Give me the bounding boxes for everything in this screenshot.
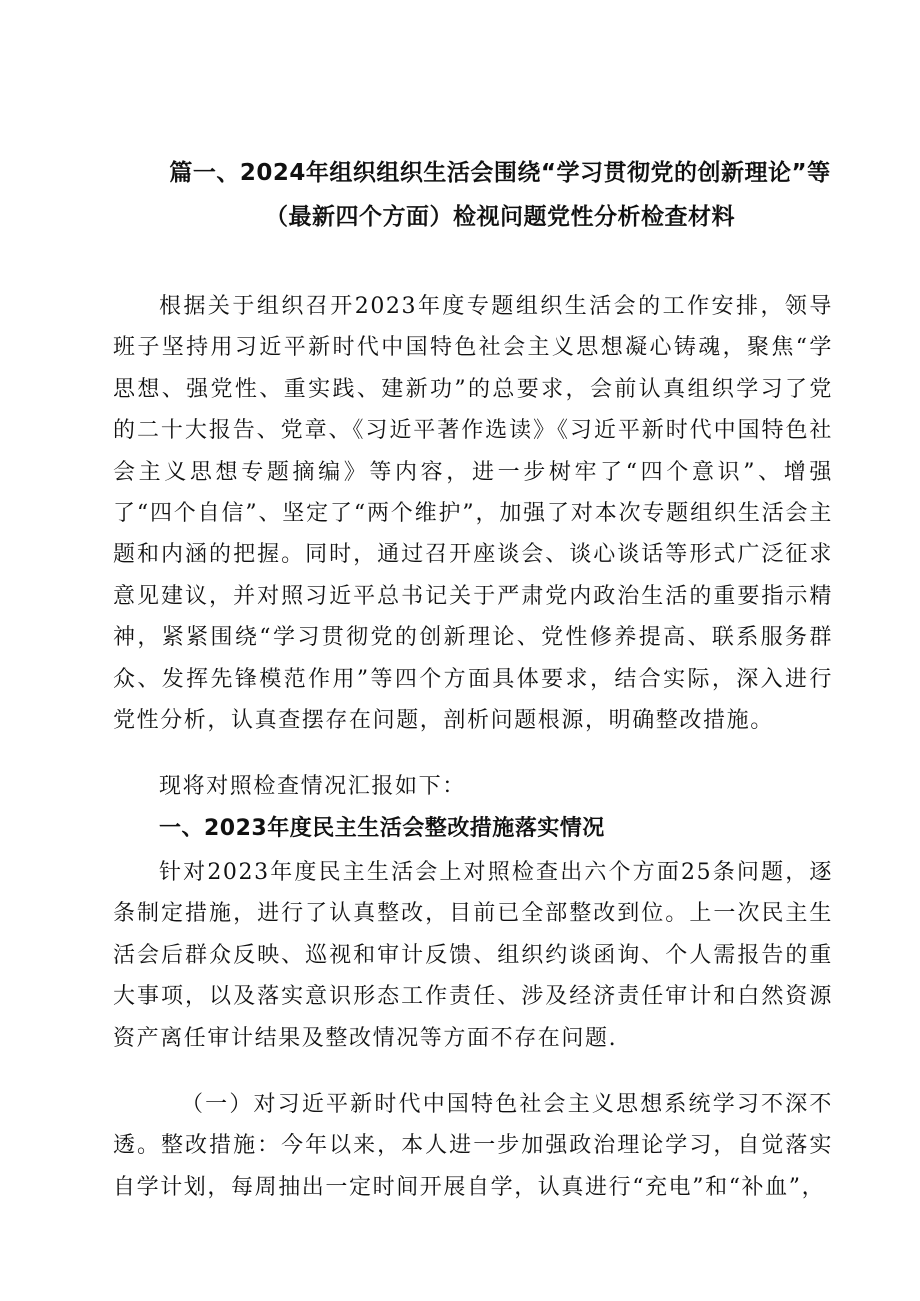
section-1-heading: 一、2023年度民主生活会整改措施落实情况: [159, 816, 605, 841]
item-1-paragraph: （一）对习近平新时代中国特色社会主义思想系统学习不深不透。整改措施：今年以来，本人进一步加强政治理论学习，自觉落实自学计划，每周抽出一定时间开展自学，认真进行“充电”和“补血”，: [113, 1092, 833, 1200]
intro-paragraph: 根据关于组织召开2023年度专题组织生活会的工作安排，领导班子坚持用习近平新时代中国特色社会主义思想凝心铸魂，聚焦“学思想、强党性、重实践、建新功”的总要求，会前认真组织学习了党的二十大报告、党章、《习近平著作选读》《习近平新时代中国特色社会主义思想专题摘编》等内容，进一步树牢了“四个意识”、增强了“四个自信”、坚定了“两个维护”，加强了对本次专题组织生活会主题和内涵的把握。同时，通过召开座谈会、谈心谈话等形式广泛征求意见建议，并对照习近平总书记关于严肃党内政治生活的重要指示精神，紧紧围绕“学习贯彻党的创新理论、党性修养提高、联系服务群众、发挥先锋模范作用”等四个方面具体要求，结合实际，深入进行党性分析，认真查摆存在问题，剖析问题根源，明确整改措施。: [113, 294, 833, 734]
section-1-paragraph: 针对2023年度民主生活会上对照检查出六个方面25条问题，逐条制定措施，进行了认真整改，目前已全部整改到位。上一次民主生活会后群众反映、巡视和审计反馈、组织约谈函询、个人需报告的重大事项，以及落实意识形态工作责任、涉及经济责任审计和白然资源资产离任审计结果及整改情况等方面不存在问题.: [113, 860, 833, 1051]
report-intro-paragraph: 现将对照检查情况汇报如下：: [159, 774, 466, 799]
document-title-line-1: 篇一、2024年组织组织生活会围绕“学习贯彻党的创新理论”等: [169, 160, 831, 186]
document-title-line-2: （最新四个方面）检视问题党性分析检查材料: [265, 204, 735, 230]
